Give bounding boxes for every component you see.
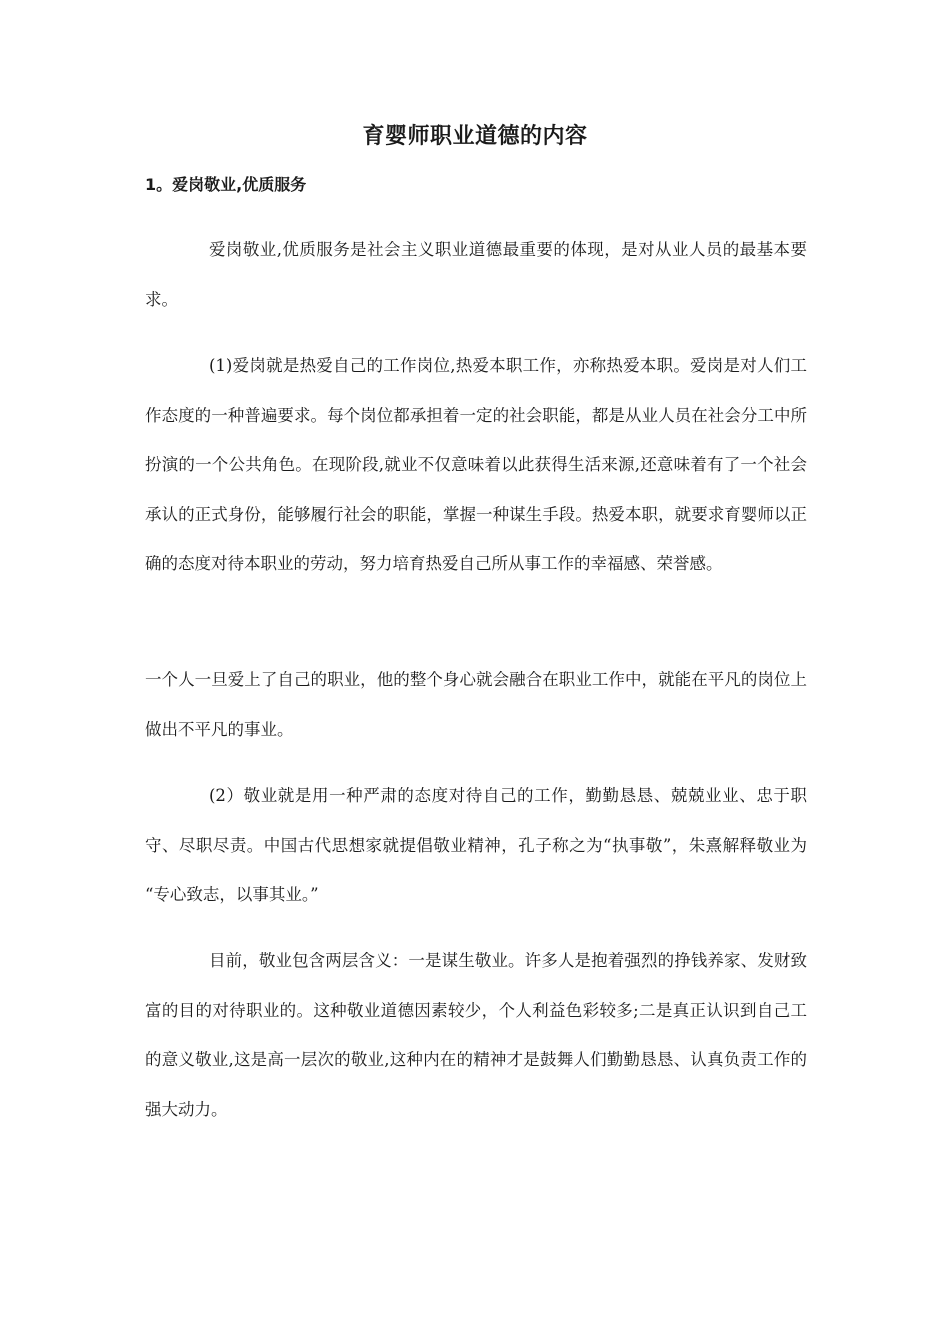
section-heading: 1。爱岗敬业,优质服务 — [145, 175, 307, 194]
paragraph-love-career: 一个人一旦爱上了自己的职业，他的整个身心就会融合在职业工作中，就能在平凡的岗位上做出不平凡的事业。 — [145, 670, 807, 739]
document-title: 育婴师职业道德的内容 — [362, 124, 588, 149]
paragraph-two-meanings: 目前，敬业包含两层含义：一是谋生敬业。许多人是抱着强烈的挣钱养家、发财致富的目的对待职业的。这种敬业道德因素较少，个人利益色彩较多;二是真正认识到自己工的意义敬业,这是高一层次的敬业,这种内在的精神才是鼓舞人们勤勤恳恳、认真负责工作的强大动力。 — [145, 951, 807, 1119]
paragraph-intro: 爱岗敬业,优质服务是社会主义职业道德最重要的体现，是对从业人员的最基本要求。 — [145, 240, 807, 309]
paragraph-dedication: (2）敬业就是用一种严肃的态度对待自己的工作，勤勤恳恳、兢兢业业、忠于职守、尽职尽责。中国古代思想家就提倡敬业精神，孔子称之为“执事敬”，朱熹解释敬业为 “专心致志，以事其业。” — [145, 786, 807, 904]
paragraph-love-post: (1)爱岗就是热爱自己的工作岗位,热爱本职工作，亦称热爱本职。爱岗是对人们工作态度的一种普遍要求。每个岗位都承担着一定的社会职能，都是从业人员在社会分工中所扮演的一个公共角色。在现阶段,就业不仅意味着以此获得生活来源,还意味着有了一个社会承认的正式身份，能够履行社会的职能，掌握一种谋生手段。热爱本职，就要求育婴师以正确的态度对待本职业的劳动，努力培育热爱自己所从事工作的幸福感、荣誉感。 — [145, 356, 807, 573]
